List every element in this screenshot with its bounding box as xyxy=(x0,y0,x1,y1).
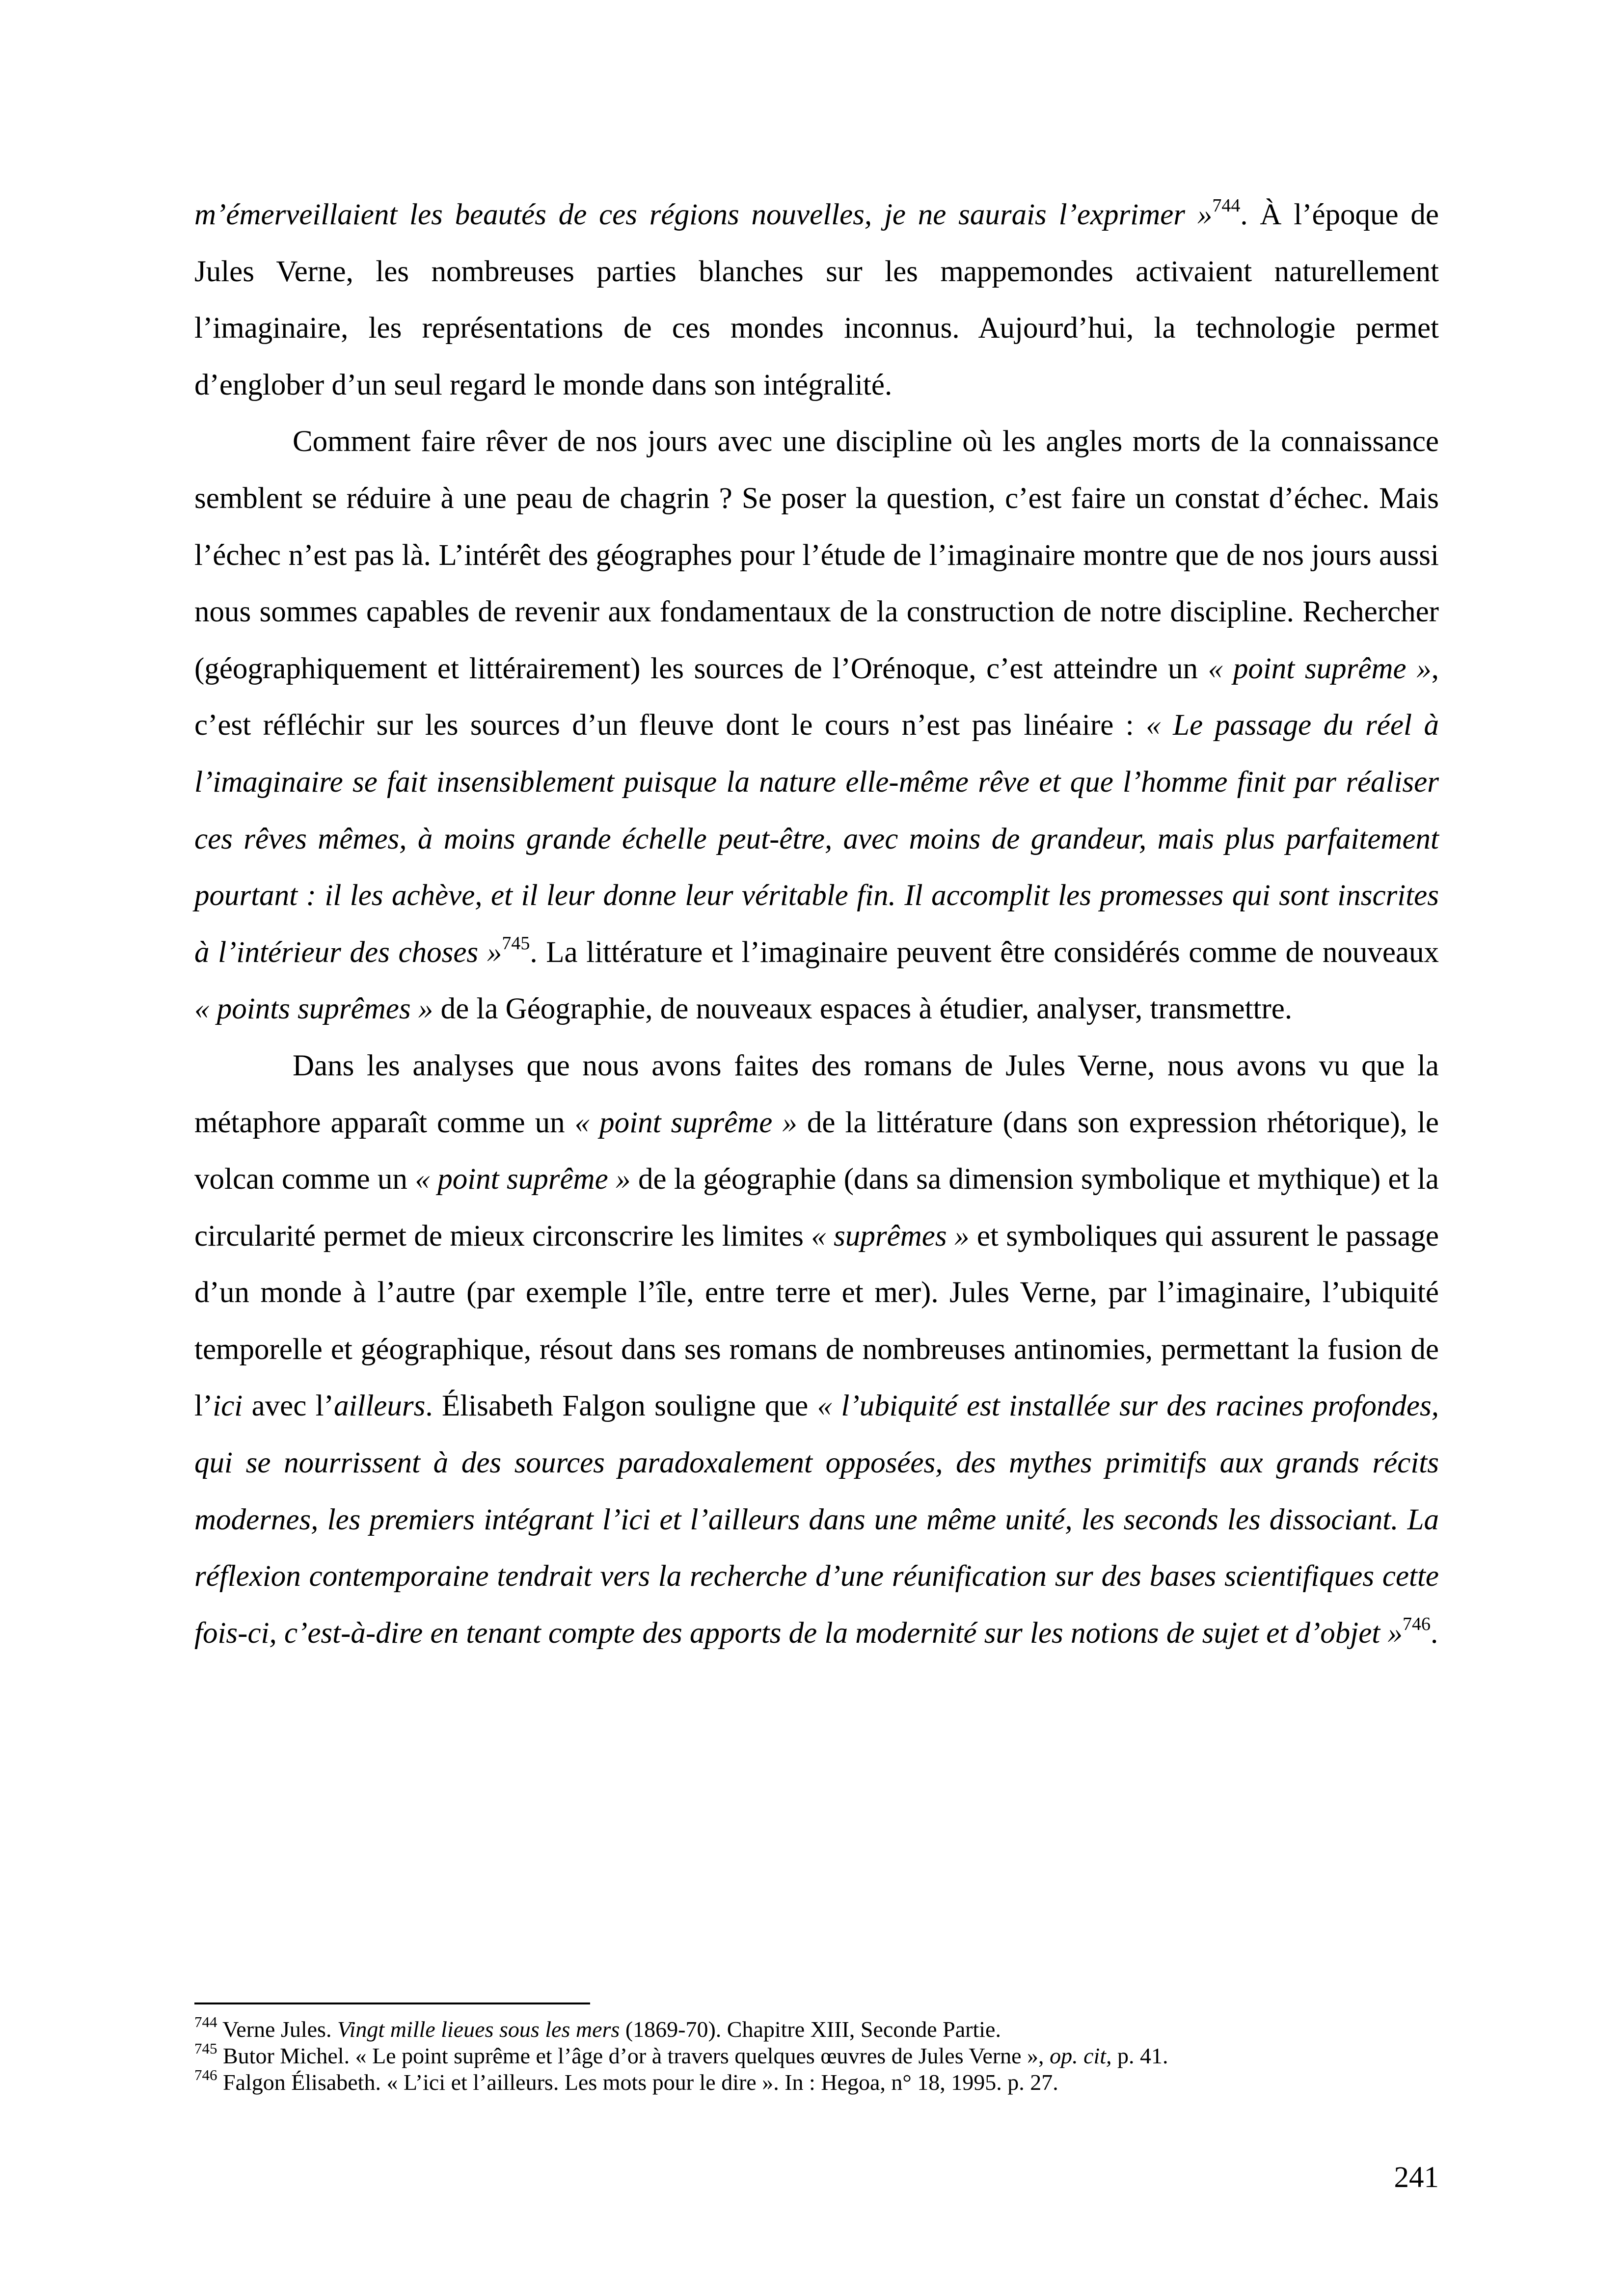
text-run: p. 41. xyxy=(1111,2043,1168,2068)
footnote-746 xyxy=(194,2066,1439,2096)
footnote-separator xyxy=(194,2002,590,2004)
text-run: et symboliques qui assurent le passage d’un monde à l’autre (par exemple l’île, entre terre et mer). Jules Verne, par l’imaginaire, l’ubiquité temporelle et géographique, résout dans ses romans de nombreuses antinomies, permettant la fusion de l’ xyxy=(194,1219,1439,1423)
italic-text: ici xyxy=(213,1389,243,1423)
italic-text: « suprêmes » xyxy=(811,1219,970,1253)
text-run: . Élisabeth Falgon souligne que xyxy=(425,1389,817,1423)
footnote-marker: 745 xyxy=(194,2040,217,2057)
paragraph-2 xyxy=(194,413,1439,1038)
text-run: . La littérature et l’imaginaire peuvent être considérés comme de nouveaux xyxy=(530,935,1439,969)
italic-text: « Le passage du réel à l’imaginaire se fait insensiblement puisque la nature elle-même rêve et que l’homme finit par réaliser ces rêves mêmes, à moins grande échelle peut-être, avec moins de grandeur, mais plus parfaitement pourtant : il les achève, et il leur donne leur véritable fin. Il accomplit les promesses qui sont inscrites à l’intérieur des choses » xyxy=(194,709,1439,969)
italic-text: « point suprême » xyxy=(415,1163,631,1196)
paragraph-1 xyxy=(194,187,1439,413)
footnotes xyxy=(194,2013,1439,2096)
footnote-marker: 744 xyxy=(194,2013,217,2030)
italic-text: « point suprême » xyxy=(1208,652,1432,685)
text-run: (1869-70). Chapitre XIII, Seconde Partie. xyxy=(620,2017,1001,2042)
footnote-marker: 746 xyxy=(1403,1613,1431,1634)
text-run: de la littérature (dans son expression rhétorique), le volcan comme un xyxy=(194,1106,1439,1196)
text-run: . À l’époque de Jules Verne, les nombreuses parties blanches sur les mappemondes activaient naturellement l’imaginaire, les représentations de ces mondes inconnus. Aujourd’hui, la technologie permet d’englober d’un seul regard le monde dans son intégralité. xyxy=(194,198,1439,401)
footnote-745 xyxy=(194,2040,1439,2069)
italic-text: « point suprême » xyxy=(574,1106,797,1139)
body-text xyxy=(194,187,1439,1661)
text-run: avec l’ xyxy=(243,1389,334,1423)
footnote-marker: 746 xyxy=(194,2066,217,2083)
footnote-marker: 745 xyxy=(502,933,530,954)
text-run: de la géographie (dans sa dimension symbolique et mythique) et la circularité permet de mieux circonscrire les limites xyxy=(194,1163,1439,1253)
text-run: de la Géographie, de nouveaux espaces à étudier, analyser, transmettre. xyxy=(433,992,1293,1026)
text-run: Comment faire rêver de nos jours avec une discipline où les angles morts de la connaissance semblent se réduire à une peau de chagrin ? Se poser la question, c’est faire un constat d’échec. Mais l’échec n’est pas là. L’intérêt des géographes pour l’étude de l’imaginaire montre que de nos jours aussi nous sommes capables de revenir aux fondamentaux de la construction de notre discipline. Rechercher (géographiquement et littérairement) les sources de l’Orénoque, c’est atteindre un xyxy=(194,425,1439,685)
text-run: Butor Michel. « Le point suprême et l’âge d’or à travers quelques œuvres de Jules Verne », xyxy=(217,2043,1050,2068)
italic-text: op. cit, xyxy=(1050,2043,1112,2068)
text-run: Dans les analyses que nous avons faites des romans de Jules Verne, nous avons vu que la métaphore apparaît comme un xyxy=(194,1049,1439,1139)
italic-text: m’émerveillaient les beautés de ces régions nouvelles, je ne saurais l’exprimer » xyxy=(194,198,1213,231)
text-run: Falgon Élisabeth. « L’ici et l’ailleurs. Les mots pour le dire ». In : Hegoa, n° 18, 1995. p. 27. xyxy=(217,2070,1058,2095)
footnote-744 xyxy=(194,2013,1439,2043)
text-run: Verne Jules. xyxy=(217,2017,337,2042)
paragraph-3 xyxy=(194,1038,1439,1662)
italic-text: ailleurs xyxy=(333,1389,426,1423)
footnote-marker: 744 xyxy=(1212,195,1241,216)
italic-text: Vingt mille lieues sous les mers xyxy=(337,2017,620,2042)
italic-text: « l’ubiquité est installée sur des racines profondes, qui se nourrissent à des sources paradoxalement opposées, des mythes primitifs aux grands récits modernes, les premiers intégrant l’ici et l’ailleurs dans une même unité, les seconds les dissociant. La réflexion contemporaine tendrait vers la recherche d’une réunification sur des bases scientifiques cette fois-ci, c’est-à-dire en tenant compte des apports de la modernité sur les notions de sujet et d’objet » xyxy=(194,1389,1439,1650)
page-number: 241 xyxy=(1394,2161,1439,2194)
text-run: . xyxy=(1431,1616,1438,1650)
text-run: , c’est réfléchir sur les sources d’un fleuve dont le cours n’est pas linéaire : xyxy=(194,652,1439,742)
italic-text: « points suprêmes » xyxy=(194,992,433,1026)
